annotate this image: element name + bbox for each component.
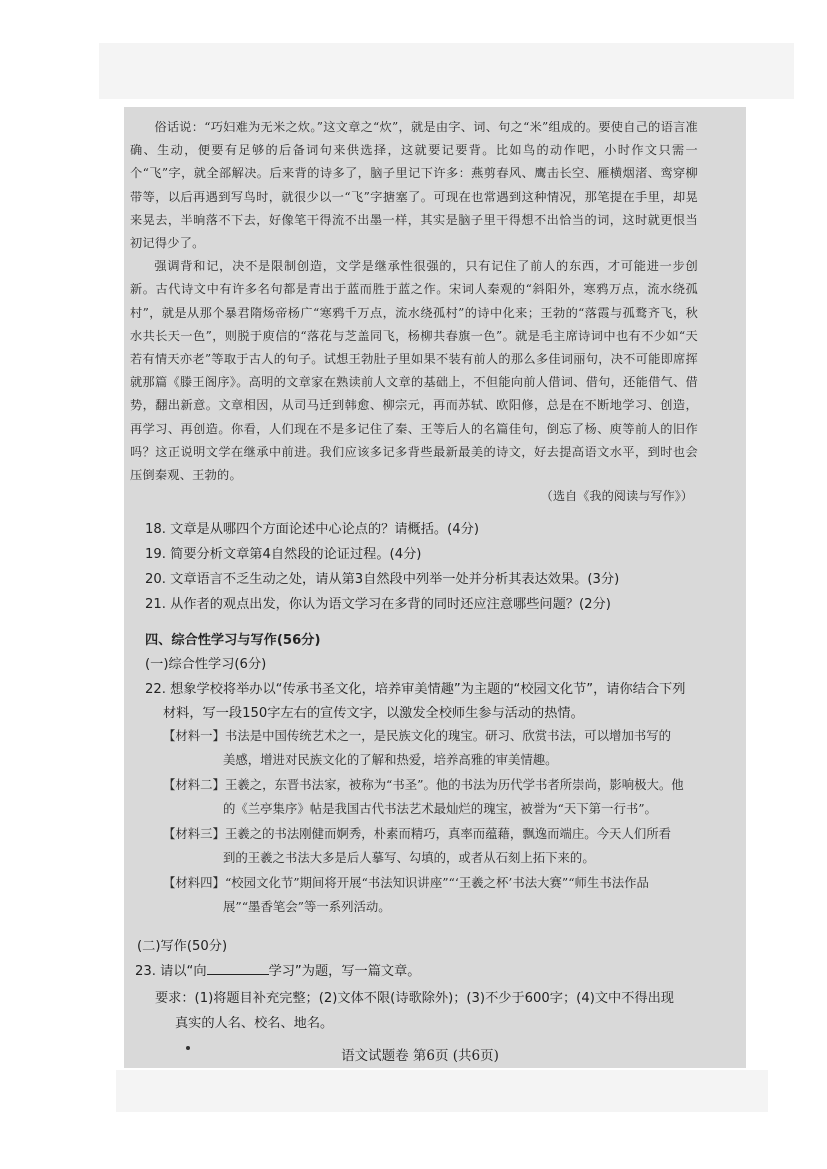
material-3-line-2: 到的王羲之书法大多是后人摹写、勾填的，或者从石刻上拓下来的。 xyxy=(223,850,595,865)
question-19: 19. 简要分析文章第4自然段的论证过程。(4分) xyxy=(145,547,422,562)
title-blank xyxy=(207,962,269,975)
question-23-prefix: 23. 请以“向 xyxy=(135,964,207,979)
part-1-title: (一)综合性学习(6分) xyxy=(145,657,267,672)
material-2 xyxy=(163,773,703,821)
material-1 xyxy=(163,724,703,772)
material-4-line-1: 【材料四】“校园文化节”期间将开展“书法知识讲座”“‘王羲之杯’书法大赛”“师生书法作品 xyxy=(163,875,649,890)
question-21: 21. 从作者的观点出发，你认为语文学习在多背的同时还应注意哪些问题？(2分) xyxy=(145,597,611,612)
material-3 xyxy=(163,822,703,870)
requirements-line-1: 要求：(1)将题目补充完整；(2)文体不限(诗歌除外)；(3)不少于600字；(4)文中不得出现 xyxy=(155,991,674,1006)
passage-source: （选自《我的阅读与写作》） xyxy=(540,489,693,503)
material-4-line-2: 展”“墨香笔会”等一系列活动。 xyxy=(223,899,391,914)
passage-paragraph-1: 俗话说：“巧妇难为无米之炊。”这文章之“炊”，就是由字、词、句之“米”组成的。要使自己的语言准确、生动，便要有足够的后备词句来供选择，这就要记要背。比如鸟的动作吧，小时作文只需一个“飞”字，就全部解决。后来背的诗多了，脑子里记下许多：燕剪春风、鹰击长空、雁横烟渚、鸾穿柳带等，以后再遇到写鸟时，就很少以一“飞”字搪塞了。可现在也常遇到这种情况，那笔提在手里，却晃来晃去，半晌落不下去，好像笔干得流不出墨一样，其实是脑子里干得想不出恰当的词，这时就更恨当初记得少了。 xyxy=(130,120,698,251)
bottom-margin-band xyxy=(116,1070,768,1112)
material-1-line-1: 【材料一】书法是中国传统艺术之一，是民族文化的瑰宝。研习、欣赏书法，可以增加书写的 xyxy=(163,728,672,743)
part-2-title: (二)写作(50分) xyxy=(137,939,228,954)
page-speck xyxy=(186,1046,190,1050)
section-4-title: 四、综合性学习与写作(56分) xyxy=(145,633,321,648)
requirements-line-2: 真实的人名、校名、地名。 xyxy=(175,1016,334,1031)
passage-paragraph-2: 强调背和记，决不是限制创造，文学是继承性很强的，只有记住了前人的东西，才可能进一步创新。古代诗文中有许多名句都是青出于蓝而胜于蓝之作。宋词人秦观的“斜阳外，寒鸦万点，流水绕孤村”，就是从那个暴君隋炀帝杨广“寒鸦千万点，流水绕孤村”的诗中化来；王勃的“落霞与孤鹜齐飞，秋水共长天一色”，则脱于庾信的“落花与芝盖同飞，杨柳共春旗一色”。就是毛主席诗词中也有不少如“天若有情天亦老”等取于古人的句子。试想王勃肚子里如果不装有前人的那么多佳词丽句，决不可能即席挥就那篇《滕王阁序》。高明的文章家在熟读前人文章的基础上，不但能向前人借词、借句，还能借气、借势，翻出新意。文章相因，从司马迁到韩愈、柳宗元，再而苏轼、欧阳修，总是在不断地学习、创造，再学习、再创造。你看，人们现在不是多记住了秦、王等后人的名篇佳句，倒忘了杨、庾等前人的旧作吗？这正说明文学在继承中前进。我们应该多记多背些最新最美的诗文，好去提高语文水平，到时也会压倒秦观、王勃的。 xyxy=(130,259,698,483)
question-23-suffix: 学习”为题，写一篇文章。 xyxy=(268,964,421,979)
page-footer: 语文试题卷 第6页 (共6页) xyxy=(341,1048,499,1064)
material-1-line-2: 美感，增进对民族文化的了解和热爱，培养高雅的审美情趣。 xyxy=(223,752,558,767)
reading-passage xyxy=(130,116,698,487)
question-18: 18. 文章是从哪四个方面论述中心论点的？请概括。(4分) xyxy=(145,522,479,537)
material-3-line-1: 【材料三】王羲之的书法刚健而婀秀，朴素而精巧，真率而蕴藉，飘逸而端庄。今天人们所看 xyxy=(163,826,672,841)
question-22-line-1: 22. 想象学校将举办以“传承书圣文化，培养审美情趣”为主题的“校园文化节”，请你结合下列 xyxy=(145,682,686,697)
material-4 xyxy=(163,871,703,919)
question-22-line-2: 材料，写一段150字左右的宣传文字，以激发全校师生参与活动的热情。 xyxy=(163,706,584,721)
top-margin-band xyxy=(99,43,794,99)
question-23 xyxy=(135,960,420,979)
question-20: 20. 文章语言不乏生动之处，请从第3自然段中列举一处并分析其表达效果。(3分) xyxy=(145,572,620,587)
material-2-line-1: 【材料二】王羲之，东晋书法家，被称为“书圣”。他的书法为历代学书者所崇尚，影响极大。他 xyxy=(163,777,684,792)
material-2-line-2: 的《兰亭集序》帖是我国古代书法艺术最灿烂的瑰宝，被誉为“天下第一行书”。 xyxy=(223,801,657,816)
